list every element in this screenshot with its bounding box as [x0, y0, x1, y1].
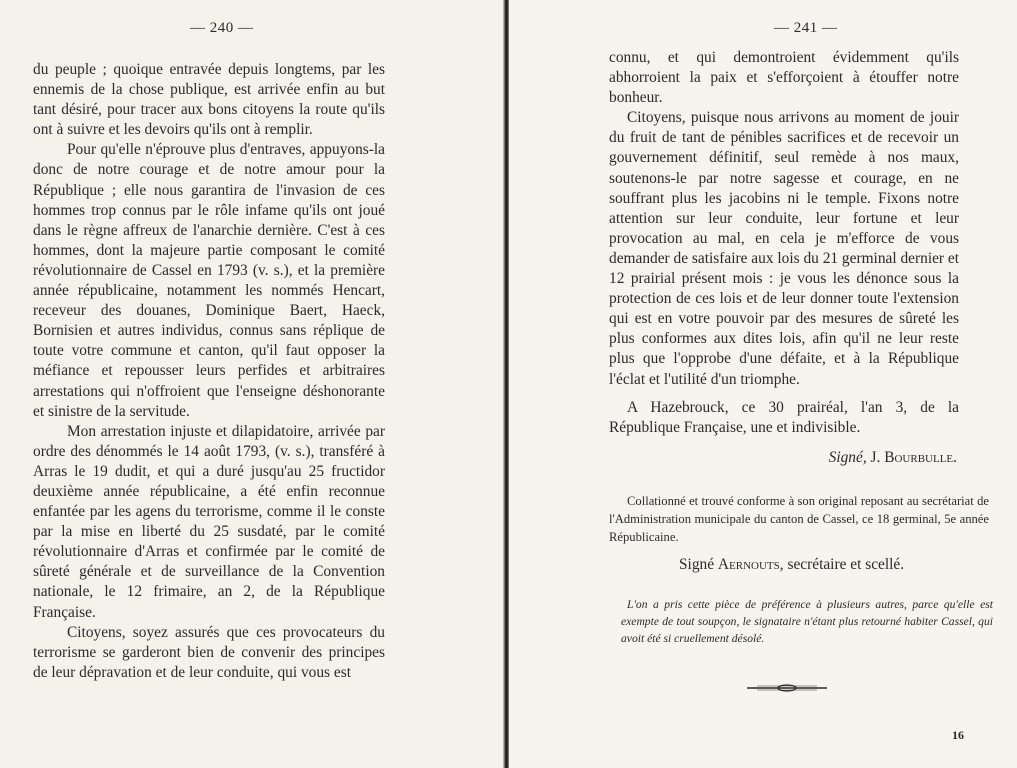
- signature-prefix: Signé,: [828, 448, 867, 466]
- second-signature-name: Aernouts,: [717, 556, 784, 573]
- right-page-number: — 241 —: [774, 20, 838, 36]
- collation-text: Collationné et trouvé conforme à son original reposant au secrétariat de l'Administration municipale du canton de Cassel, ce 18 germinal, 5e année Républicaine.: [609, 494, 989, 544]
- collation-note: [609, 492, 989, 546]
- left-page: [0, 0, 505, 768]
- right-body-text: [609, 48, 959, 468]
- left-body-text: [33, 60, 385, 683]
- signature-line: [609, 448, 959, 468]
- sheet-signature-number: 16: [952, 728, 964, 742]
- editorial-note-text: L'on a pris cette pièce de préférence à plusieurs autres, parce qu'elle est exempte de tout soupçon, le signataire n'étant plus retourné habiter Cassel, qui avoit été si cruellement désolé.: [621, 598, 993, 645]
- second-signature-line: [679, 556, 904, 574]
- left-paragraph-4: Citoyens, soyez assurés que ces provocateurs du terrorisme se garderont bien de convenir des principes de leur dépravation et de leur conduite, qui vous est: [33, 623, 385, 681]
- left-paragraph-3: Mon arrestation injuste et dilapidatoire, arrivée par ordre des dénommés le 14 août 1793, (v. s.), transféré à Arras le 19 dudit, et qui a duré jusqu'au 25 fructidor deuxième année républicaine, a été enfin reconnue enfantée par les agens du terrorisme, comme il le conste par la mise en liberté du 25 susdaté, par le comité révolutionnaire d'Arras et confirmée par le comité de sûreté générale et de surveillance de la Convention nationale, le 12 frimaire, an 2, de la République Française.: [33, 422, 385, 621]
- right-paragraph-1: connu, et qui demontroient évidemment qu'ils abhorroient la paix et s'efforçoient à étouffer notre bonheur.: [609, 49, 959, 107]
- second-signature-prefix: Signé: [679, 556, 715, 573]
- left-paragraph-2: Pour qu'elle n'éprouve plus d'entraves, appuyons-la donc de notre courage et de notre amour pour la République ; elle nous garantira de l'invasion de ces hommes trop connus par le rôle infame qu'ils ont joué dans le règne affreux de l'anarchie dernière. C'est à ces hommes, dont la majeure partie composant le comité révolutionnaire de Cassel en 1793 (v. s.), et la première année républicaine, notamment les nommés Hencart, receveur des douanes, Dominique Baert, Haeck, Bornisien et autres individus, connus sans réplique de toute votre commune et canton, qu'il faut opposer la méfiance et repousser leurs perfides et arbitraires arrestations qui n'offroient que l'enseigne déshonorante et sinistre de la servitude.: [33, 141, 385, 420]
- signature-name: J. Bourbulle.: [870, 448, 957, 466]
- second-signature-suffix: secrétaire et scellé.: [787, 556, 905, 573]
- right-page: [509, 0, 1017, 768]
- ornament-divider-icon: [747, 680, 827, 696]
- left-page-number: — 240 —: [190, 20, 254, 36]
- left-paragraph-1: du peuple ; quoique entravée depuis longtems, par les ennemis de la chose publique, est arrivée enfin au but tant désiré, pour tracer aux bons citoyens la route qu'ils ont à suivre et les devoirs qu'ils ont à remplir.: [33, 61, 385, 139]
- right-dateline: A Hazebrouck, ce 30 prairéal, l'an 3, de la République Française, une et indivisible.: [609, 398, 959, 436]
- editorial-note: [621, 596, 993, 647]
- right-paragraph-2: Citoyens, puisque nous arrivons au moment de jouir du fruit de tant de pénibles sacrifices et de recevoir un gouvernement définitif, seul remède à nos maux, soutenons-le par notre sagesse et courage, en ne souffrant plus les jacobins ni le temple. Fixons notre attention sur leur conduite, leur fortune et leur provocation au mal, en cela je m'efforce de vous demander de satisfaire aux lois du 21 germinal dernier et 12 prairial présent mois : je vous les dénonce sous la protection de ces lois et de leur donner toute l'extension qui est en votre pouvoir par des mesures de sûreté les plus conformes aux dites lois, afin qu'il ne leur reste plus que l'opprobe d'une défaite, et à la République l'éclat et l'utilité d'un triomphe.: [609, 109, 960, 388]
